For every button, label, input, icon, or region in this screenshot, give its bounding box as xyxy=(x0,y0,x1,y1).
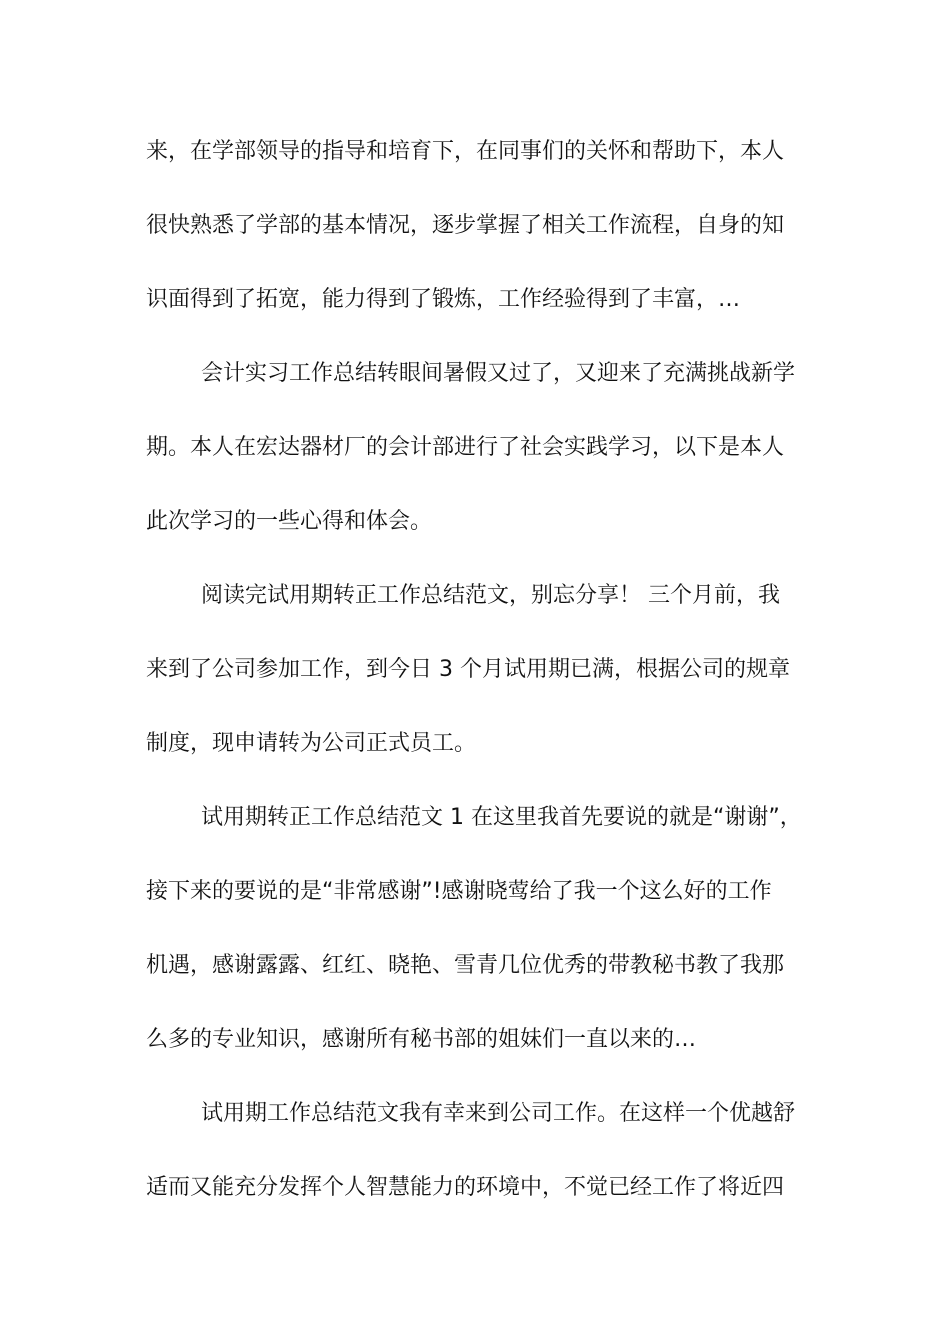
text-line: 接下来的要说的是“非常感谢”!感谢晓莺给了我一个这么好的工作 xyxy=(146,879,772,904)
paragraph-first-line: 会计实习工作总结转眼间暑假又过了，又迎来了充满挑战新学 xyxy=(201,361,796,386)
text-line: 很快熟悉了学部的基本情况，逐步掌握了相关工作流程，自身的知 xyxy=(146,213,785,238)
paragraph-first-line: 阅读完试用期转正工作总结范文，别忘分享！ 三个月前，我 xyxy=(201,583,780,608)
text-line: 机遇，感谢露露、红红、晓艳、雪青几位优秀的带教秘书教了我那 xyxy=(146,953,785,978)
text-line: 来到了公司参加工作，到今日 3 个月试用期已满，根据公司的规章 xyxy=(146,657,790,682)
text-line: 期。本人在宏达器材厂的会计部进行了社会实践学习，以下是本人 xyxy=(146,435,785,460)
text-line: 制度，现申请转为公司正式员工。 xyxy=(146,731,477,756)
paragraph-first-line: 试用期工作总结范文我有幸来到公司工作。在这样一个优越舒 xyxy=(201,1101,796,1126)
text-line: 此次学习的一些心得和体会。 xyxy=(146,509,433,534)
text-line: 识面得到了拓宽，能力得到了锻炼，工作经验得到了丰富，… xyxy=(146,287,741,312)
paragraph-first-line: 试用期转正工作总结范文 1 在这里我首先要说的就是“谢谢”， xyxy=(201,805,802,830)
document-body xyxy=(146,128,812,1238)
text-line: 适而又能充分发挥个人智慧能力的环境中，不觉已经工作了将近四 xyxy=(146,1175,785,1200)
text-line: 来，在学部领导的指导和培育下，在同事们的关怀和帮助下，本人 xyxy=(146,139,785,164)
text-line: 么多的专业知识，感谢所有秘书部的姐妹们一直以来的… xyxy=(146,1027,697,1052)
